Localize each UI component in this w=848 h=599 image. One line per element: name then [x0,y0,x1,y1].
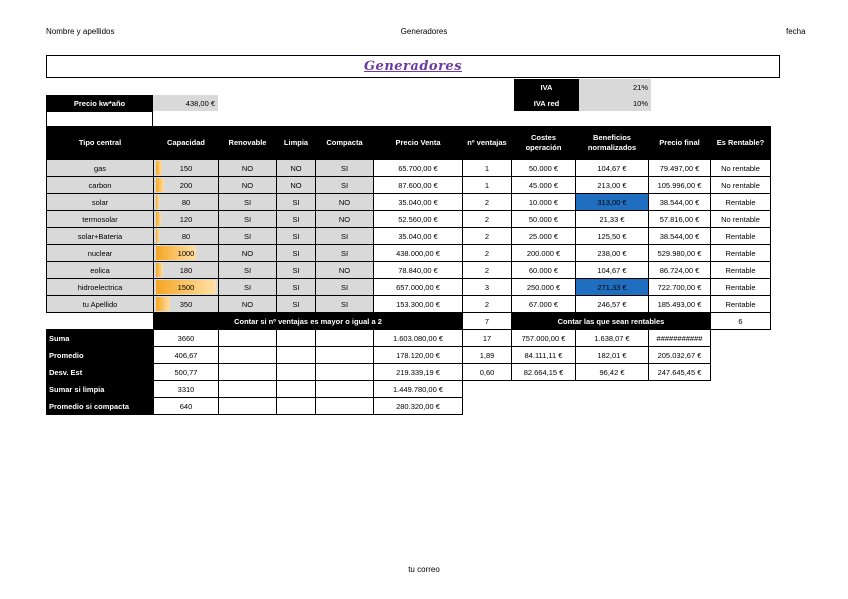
capacity-databar [156,228,216,244]
limpia-cell[interactable]: SI [277,245,316,262]
stats-costes[interactable]: 757.000,00 € [512,330,576,347]
limpia-cell[interactable]: SI [277,296,316,313]
capacity-databar [156,262,216,278]
header-name-label: Nombre y apellidos [46,27,115,36]
empty-cell[interactable] [277,381,316,398]
stats-label: Suma [47,330,154,347]
empty-cell[interactable] [219,330,277,347]
header-date-label: fecha [786,27,806,36]
empty-cell [711,347,771,364]
stats-row [47,398,771,415]
empty-cell[interactable] [316,381,374,398]
capacity-bar-fill [156,229,159,243]
costes-cell[interactable]: 200.000 € [512,245,576,262]
table-row [47,279,771,296]
empty-cell[interactable] [219,364,277,381]
renovable-cell[interactable]: SI [219,194,277,211]
renovable-cell[interactable]: NO [219,177,277,194]
capacity-bar-fill [156,195,159,209]
footer-email: tu correo [408,565,440,574]
stats-row [47,381,771,398]
empty-cell [649,381,711,398]
count-rentables-label: Contar las que sean rentables [512,313,711,330]
beneficios-cell[interactable]: 125,50 € [576,228,649,245]
rentable-cell[interactable]: Rentable [711,228,771,245]
stats-precio-venta[interactable]: 1.449.780,00 € [374,381,463,398]
empty-cell [463,381,512,398]
column-header: Tipo central [47,127,154,160]
capacity-value: 180 [179,265,193,275]
capacity-databar [156,177,216,193]
compacta-cell[interactable]: NO [316,194,374,211]
stats-ventajas[interactable]: 1,89 [463,347,512,364]
rentable-cell[interactable]: Rentable [711,262,771,279]
precio-final-cell[interactable]: 529.980,00 € [649,245,711,262]
tipo-cell[interactable]: hidroelectrica [47,279,154,296]
stats-row [47,330,771,347]
compacta-cell[interactable]: SI [316,228,374,245]
empty-cell [576,398,649,415]
stats-precio-final[interactable]: 247.645,45 € [649,364,711,381]
costes-cell[interactable]: 60.000 € [512,262,576,279]
limpia-cell[interactable]: SI [277,279,316,296]
precio-venta-cell[interactable]: 35.040,00 € [374,228,463,245]
capacity-bar-fill [156,161,162,175]
costes-cell[interactable]: 50.000 € [512,211,576,228]
compacta-cell[interactable]: NO [316,211,374,228]
empty-cell [512,381,576,398]
precio-final-cell[interactable]: 57.816,00 € [649,211,711,228]
stats-row [47,364,771,381]
capacity-bar-fill [156,263,163,277]
count-ventajas-value[interactable]: 7 [463,313,512,330]
capacity-bar-fill [156,297,170,311]
stats-costes[interactable]: 82.664,15 € [512,364,576,381]
rentable-cell[interactable]: Rentable [711,279,771,296]
stats-beneficios[interactable]: 1.638,07 € [576,330,649,347]
tipo-cell[interactable]: termosolar [47,211,154,228]
column-header: Capacidad [154,127,219,160]
iva-label: IVA [514,79,579,95]
capacity-value: 200 [179,180,193,190]
capacity-value: 80 [181,231,191,241]
stats-row [47,347,771,364]
beneficios-cell[interactable]: 238,00 € [576,245,649,262]
column-header: Costes operación [512,127,576,160]
empty-cell [463,398,512,415]
costes-cell[interactable]: 10.000 € [512,194,576,211]
column-header: Precio Venta [374,127,463,160]
generators-table [46,126,771,415]
table-header-row [47,127,771,160]
rentable-cell[interactable]: Rentable [711,245,771,262]
costes-cell[interactable]: 250.000 € [512,279,576,296]
compacta-cell[interactable]: NO [316,262,374,279]
compacta-cell[interactable]: SI [316,296,374,313]
ventajas-cell[interactable]: 3 [463,279,512,296]
ventajas-cell[interactable]: 2 [463,228,512,245]
precio-final-cell[interactable]: 185.493,00 € [649,296,711,313]
empty-cell [576,381,649,398]
precio-final-cell[interactable]: 86.724,00 € [649,262,711,279]
precio-venta-cell[interactable]: 52.560,00 € [374,211,463,228]
capacity-cell[interactable] [154,245,219,262]
stats-label: Promedio [47,347,154,364]
tipo-cell[interactable]: solar+Bateria [47,228,154,245]
ventajas-cell[interactable]: 2 [463,245,512,262]
precio-venta-cell[interactable]: 35.040,00 € [374,194,463,211]
costes-cell[interactable]: 67.000 € [512,296,576,313]
capacity-cell[interactable] [154,228,219,245]
precio-final-cell[interactable]: 38.544,00 € [649,228,711,245]
count-rentables-value[interactable]: 6 [711,313,771,330]
limpia-cell[interactable]: SI [277,228,316,245]
empty-cell [649,398,711,415]
beneficios-cell[interactable]: 246,57 € [576,296,649,313]
column-header: Es Rentable? [711,127,771,160]
iva-red-value[interactable]: 10% [579,95,651,111]
capacity-cell[interactable] [154,262,219,279]
compacta-cell[interactable]: SI [316,177,374,194]
precio-kw-value[interactable]: 438,00 € [153,95,218,111]
ventajas-cell[interactable]: 1 [463,160,512,177]
renovable-cell[interactable]: SI [219,279,277,296]
stats-capacidad[interactable]: 406,67 [154,347,219,364]
renovable-cell[interactable]: NO [219,296,277,313]
beneficios-cell[interactable]: 104,67 € [576,160,649,177]
beneficios-cell[interactable]: 271,33 € [576,279,649,296]
stats-costes[interactable]: 84.111,11 € [512,347,576,364]
capacity-cell[interactable] [154,194,219,211]
compacta-cell[interactable]: SI [316,245,374,262]
rentable-cell[interactable]: Rentable [711,296,771,313]
stats-precio-venta[interactable]: 280.320,00 € [374,398,463,415]
capacity-value: 1000 [177,248,195,258]
precio-venta-cell[interactable]: 153.300,00 € [374,296,463,313]
empty-cell[interactable] [316,398,374,415]
empty-cell [711,398,771,415]
stats-label: Desv. Est [47,364,154,381]
sheet-title: Generadores [363,59,463,74]
precio-venta-cell[interactable]: 438.000,00 € [374,245,463,262]
renovable-cell[interactable]: SI [219,228,277,245]
stats-precio-venta[interactable]: 1.603.080,00 € [374,330,463,347]
tipo-cell[interactable]: tu Apellido [47,296,154,313]
empty-cell[interactable] [219,398,277,415]
tipo-cell[interactable]: solar [47,194,154,211]
rentable-cell[interactable]: No rentable [711,211,771,228]
tipo-cell[interactable]: gas [47,160,154,177]
sheet-title-box [46,55,780,78]
capacity-value: 80 [181,197,191,207]
precio-final-cell[interactable]: 722.700,00 € [649,279,711,296]
precio-venta-cell[interactable]: 87.600,00 € [374,177,463,194]
stats-capacidad[interactable]: 3660 [154,330,219,347]
table-row [47,211,771,228]
table-row [47,160,771,177]
capacity-cell[interactable] [154,160,219,177]
stats-capacidad[interactable]: 3310 [154,381,219,398]
capacity-databar [156,279,216,295]
precio-final-cell[interactable]: 79.497,00 € [649,160,711,177]
beneficios-cell[interactable]: 213,00 € [576,177,649,194]
stats-precio-final[interactable]: 205.032,67 € [649,347,711,364]
table-row [47,262,771,279]
stats-ventajas[interactable]: 17 [463,330,512,347]
iva-red-label: IVA red [514,95,579,111]
table-row [47,177,771,194]
column-header: Compacta [316,127,374,160]
count-row [47,313,771,330]
empty-cell[interactable] [219,347,277,364]
stats-beneficios[interactable]: 96,42 € [576,364,649,381]
stats-precio-final[interactable]: ########### [649,330,711,347]
column-header: Beneficios normalizados [576,127,649,160]
empty-cell[interactable] [277,330,316,347]
capacity-value: 120 [179,214,193,224]
capacity-cell[interactable] [154,177,219,194]
rentable-cell[interactable]: No rentable [711,160,771,177]
ventajas-cell[interactable]: 2 [463,296,512,313]
empty-cell[interactable] [277,364,316,381]
capacity-databar [156,194,216,210]
table-row [47,194,771,211]
tipo-cell[interactable]: carbon [47,177,154,194]
capacity-databar [156,211,216,227]
empty-cell[interactable] [219,381,277,398]
stats-label: Sumar si limpia [47,381,154,398]
rentable-cell[interactable]: Rentable [711,194,771,211]
empty-cell[interactable] [277,398,316,415]
beneficios-cell[interactable]: 104,67 € [576,262,649,279]
costes-cell[interactable]: 25.000 € [512,228,576,245]
limpia-cell[interactable]: NO [277,177,316,194]
compacta-cell[interactable]: SI [316,279,374,296]
column-header: Renovable [219,127,277,160]
limpia-cell[interactable]: SI [277,211,316,228]
capacity-cell[interactable] [154,211,219,228]
header-title-label: Generadores [400,27,448,36]
stats-capacidad[interactable]: 640 [154,398,219,415]
tipo-cell[interactable]: eolica [47,262,154,279]
table-row [47,296,771,313]
renovable-cell[interactable]: NO [219,160,277,177]
column-header: Precio final [649,127,711,160]
limpia-cell[interactable]: SI [277,194,316,211]
capacity-databar [156,160,216,176]
compacta-cell[interactable]: SI [316,160,374,177]
rentable-cell[interactable]: No rentable [711,177,771,194]
precio-final-cell[interactable]: 38.544,00 € [649,194,711,211]
empty-cell[interactable] [316,347,374,364]
precio-final-cell[interactable]: 105.996,00 € [649,177,711,194]
empty-cell [711,381,771,398]
stats-precio-venta[interactable]: 178.120,00 € [374,347,463,364]
costes-cell[interactable]: 50.000 € [512,160,576,177]
precio-venta-cell[interactable]: 78.840,00 € [374,262,463,279]
limpia-cell[interactable]: SI [277,262,316,279]
precio-kw-label: Precio kw*año [46,95,153,111]
empty-cell [47,313,154,330]
capacity-value: 350 [179,299,193,309]
empty-cell [711,364,771,381]
renovable-cell[interactable]: SI [219,262,277,279]
ventajas-cell[interactable]: 2 [463,262,512,279]
capacity-bar-fill [156,212,161,226]
empty-cell[interactable] [277,347,316,364]
capacity-databar [156,296,216,312]
ventajas-cell[interactable]: 1 [463,177,512,194]
count-ventajas-label: Contar si nº ventajas es mayor o igual a 2 [154,313,463,330]
limpia-cell[interactable]: NO [277,160,316,177]
capacity-databar [156,245,216,261]
beneficios-cell[interactable]: 313,00 € [576,194,649,211]
empty-cell[interactable] [316,364,374,381]
table-row [47,245,771,262]
ventajas-cell[interactable]: 2 [463,194,512,211]
precio-venta-cell[interactable]: 657.000,00 € [374,279,463,296]
stats-beneficios[interactable]: 182,01 € [576,347,649,364]
stats-precio-venta[interactable]: 219.339,19 € [374,364,463,381]
blank-cell[interactable] [46,111,153,126]
beneficios-cell[interactable]: 21,33 € [576,211,649,228]
empty-cell [512,398,576,415]
stats-label: Promedio si compacta [47,398,154,415]
tipo-cell[interactable]: nuclear [47,245,154,262]
capacity-cell[interactable] [154,296,219,313]
stats-ventajas[interactable]: 0,60 [463,364,512,381]
empty-cell[interactable] [316,330,374,347]
column-header: Limpia [277,127,316,160]
iva-value[interactable]: 21% [579,79,651,95]
capacity-value: 150 [179,163,193,173]
column-header: nº ventajas [463,127,512,160]
renovable-cell[interactable]: NO [219,245,277,262]
ventajas-cell[interactable]: 2 [463,211,512,228]
capacity-cell[interactable] [154,279,219,296]
costes-cell[interactable]: 45.000 € [512,177,576,194]
capacity-value: 1500 [177,282,195,292]
precio-venta-cell[interactable]: 65.700,00 € [374,160,463,177]
stats-capacidad[interactable]: 500,77 [154,364,219,381]
capacity-bar-fill [156,178,164,192]
table-row [47,228,771,245]
renovable-cell[interactable]: SI [219,211,277,228]
empty-cell [711,330,771,347]
